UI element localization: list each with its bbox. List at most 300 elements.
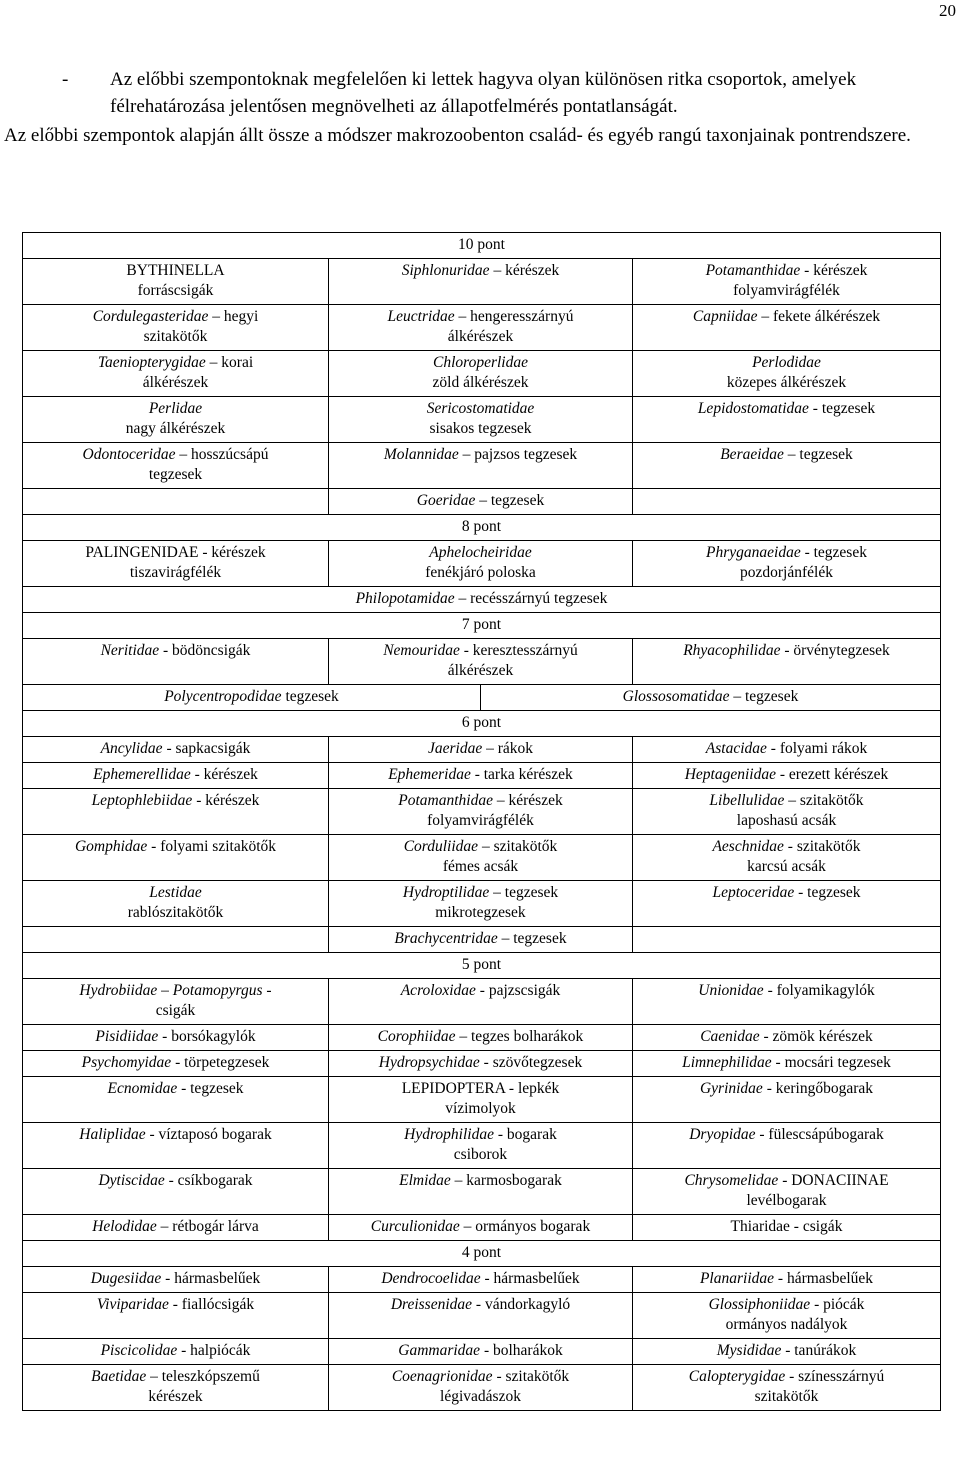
taxon-cell [329,1123,633,1169]
entry-line [332,837,629,857]
taxon-cell [633,1051,941,1077]
entry-line [26,791,325,811]
taxon-name: Aphelocheiridae [429,544,532,561]
taxon-row [23,1365,941,1411]
common-name: – karmosbogarak [450,1172,562,1189]
taxon-row [23,685,941,711]
common-name: - bogarak [494,1126,557,1143]
common-name: - fülescsápúbogarak [755,1126,884,1143]
entry-line [332,791,629,811]
taxon-cell [23,1293,329,1339]
taxon-name: Dugesiidae [90,1270,162,1287]
common-name-line2: laposhasú acsák [736,812,837,829]
taxon-name: Ancylidae [100,740,163,757]
entry-line [636,1269,937,1289]
taxon-cell [633,881,941,927]
score-header [23,233,941,259]
taxon-name: Jaeridae [427,740,483,757]
taxon-cell [633,835,941,881]
taxon-cell [329,1293,633,1339]
common-name-line2: közepes álkérészek [726,374,847,391]
entry-line [636,1295,937,1315]
taxon-name: Taeniopterygidae [97,354,206,371]
common-name: – szitakötők [478,838,558,855]
score-label: 6 pont [461,714,502,731]
common-name-line2: ormányos nadályok [725,1316,848,1333]
entry-line [26,1027,325,1047]
taxon-name: Lepidostomatidae [697,400,809,417]
score-header-7 [23,613,941,639]
taxon-cell [23,1169,329,1215]
taxon-row [23,541,941,587]
taxon-name: Caenidae [700,1028,760,1045]
common-name: - borsókagylók [158,1028,256,1045]
taxon-cell [633,1025,941,1051]
entry-line [26,353,325,373]
taxon-name: Hydroptilidae [402,884,490,901]
taxon-name: Siphlonuridae [401,262,490,279]
taxon-name: Ephemeridae [388,766,471,783]
common-name: - színesszárnyú [785,1368,885,1385]
score-header [23,613,941,639]
taxon-cell [23,1077,329,1123]
common-name: - hármasbelűek [774,1270,874,1287]
common-name: – tegzesek [729,688,799,705]
common-name: - fiallócsigák [168,1296,255,1313]
common-name: - kérészek [192,792,260,809]
taxon-cell [329,1051,633,1077]
taxon-row [23,927,941,953]
page-number: 20 [939,1,956,20]
entry-line [636,307,937,327]
entry-line [26,687,477,707]
common-name: - szitakötők [783,838,861,855]
taxon-name: Hydropsychidae [378,1054,480,1071]
common-name: - mocsári tegzesek [771,1054,891,1071]
taxon-name: Glossiphoniidae [708,1296,811,1313]
taxon-cell [23,587,941,613]
taxon-cell [23,1215,329,1241]
common-name: – teleszkópszemű [146,1368,260,1385]
taxon-cell [23,685,481,711]
taxon-cell [329,1077,633,1123]
score-header-5 [23,953,941,979]
entry-line [332,353,629,373]
taxon-cell [633,1293,941,1339]
taxon-row [23,305,941,351]
entry-name: PALINGENIDAE - kérészek [85,544,266,561]
taxon-row [23,1215,941,1241]
score-header-10 [23,233,941,259]
taxon-name: Curculionidae [370,1218,460,1235]
entry-line [332,1295,629,1315]
common-name-line2: csigák [155,1002,196,1019]
entry-line [636,837,937,857]
taxon-name: Astacidae [705,740,767,757]
entry-line [26,261,325,281]
taxon-row [23,763,941,789]
taxon-row [23,397,941,443]
taxon-name: Polycentropodidae [164,688,282,705]
common-name: - bolharákok [480,1342,563,1359]
taxon-name: Cordulegasteridae [92,308,209,325]
common-name: - tegzesek [177,1080,244,1097]
taxon-name: Chloroperlidae [432,354,528,371]
taxon-cell [329,1025,633,1051]
taxon-cell [23,397,329,443]
taxon-cell [23,979,329,1025]
taxon-cell [633,1123,941,1169]
taxon-name: Corduliidae [403,838,479,855]
entry-line [26,641,325,661]
entry-line [332,739,629,759]
taxon-name: Gyrinidae [699,1080,763,1097]
taxon-name: Lestidae [149,884,202,901]
entry-line [636,739,937,759]
taxon-cell [633,397,941,443]
common-name-line2: karcsú acsák [747,858,826,875]
common-name-line2: mikrotegzesek [435,904,526,921]
score-label: 7 pont [461,616,502,633]
common-name: - tarka kérészek [470,766,573,783]
taxon-cell [23,881,329,927]
score-header [23,1241,941,1267]
common-name: – kérészek [489,262,560,279]
common-name: – pajzsos tegzesek [458,446,578,463]
taxon-name: Odontoceridae [82,446,176,463]
common-name: - [262,982,272,999]
common-name: - keringőbogarak [762,1080,874,1097]
taxon-cell [329,305,633,351]
taxon-name: Limnephilidae [682,1054,772,1071]
common-name: – recésszárnyú tegzesek [454,590,608,607]
taxon-name: Leptoceridae [712,884,795,901]
entry-line [26,589,937,609]
taxon-cell [23,1339,329,1365]
entry-line [26,1295,325,1315]
taxon-name: Neritidae [100,642,160,659]
common-name-line2: forráscsigák [137,282,214,299]
common-name-line2: pozdorjánfélék [740,564,833,581]
taxon-cell [23,737,329,763]
common-name-line2: nagy álkérészek [125,420,226,437]
common-name: - bödöncsigák [159,642,251,659]
taxon-cell [329,259,633,305]
taxon-name: Rhyacophilidae [683,642,781,659]
taxon-cell [329,835,633,881]
empty-cell [633,489,941,515]
entry-line [636,399,937,419]
taxon-cell [23,763,329,789]
common-name: – hengeresszárnyú [454,308,574,325]
taxon-cell [329,789,633,835]
taxon-name: Potamanthidae [705,262,801,279]
entry-line [26,1341,325,1361]
taxon-cell [329,881,633,927]
bullet-text: Az előbbi szempontoknak megfelelően ki lettek hagyva olyan különösen ritka csoportok, amelyek félrehatározása jelentősen megnövelheti az állapotfelmérés pontatlanságát. [110,69,857,117]
common-name: - vándorkagyló [472,1296,571,1313]
taxon-name: Psychomyidae [81,1054,172,1071]
taxon-cell [329,1267,633,1293]
common-name: - DONACIINAE [778,1172,889,1189]
common-name: – hegyi [208,308,259,325]
taxon-cell [23,1267,329,1293]
score-header [23,711,941,737]
taxon-cell [329,737,633,763]
entry-line [636,543,937,563]
taxon-cell [633,1339,941,1365]
entry-line [636,765,937,785]
taxon-row [23,789,941,835]
entry-line [636,353,937,373]
taxon-name: Aeschnidae [712,838,784,855]
taxon-cell [633,351,941,397]
taxon-name: Elmidae [399,1172,451,1189]
common-name-line2: légivadászok [440,1388,521,1405]
entry-line [26,981,325,1001]
taxon-cell [329,351,633,397]
entry-line [484,687,937,707]
common-name: - keresztesszárnyú [459,642,578,659]
score-label: 8 pont [461,518,502,535]
taxon-name: Potamanthidae [398,792,493,809]
intro-paragraph: Az előbbi szempontok alapján állt össze a módszer makrozoobenton család- és egyéb rangú taxonjainak pontrendszere. [4,125,911,146]
taxon-cell [23,305,329,351]
taxon-name: Dytiscidae [98,1172,165,1189]
common-name: - piócák [810,1296,865,1313]
common-name: – tegzesek [475,492,545,509]
taxon-row [23,1169,941,1215]
taxon-cell [329,489,633,515]
common-name-line2: fémes acsák [442,858,519,875]
entry-line [636,1125,937,1145]
taxon-row [23,489,941,515]
common-name-line2: sisakos tegzesek [429,420,532,437]
taxon-name: Dryopidae [689,1126,756,1143]
taxon-cell [633,1169,941,1215]
taxon-cell [633,1215,941,1241]
entry-line [332,491,629,511]
taxa-score-table [22,232,941,1411]
score-header [23,515,941,541]
common-name: - folyami rákok [766,740,868,757]
common-name-line2: tiszavirágfélék [129,564,222,581]
taxon-name: Libellulidae [709,792,785,809]
taxon-cell [633,1365,941,1411]
entry-line [636,1217,937,1237]
score-header-6 [23,711,941,737]
common-name: - pajzscsigák [475,982,561,999]
taxon-name: Capniidae [692,308,758,325]
entry-line [636,1341,937,1361]
entry-line [26,399,325,419]
common-name-line2: rablószitakötők [127,904,224,921]
common-name: - csíkbogarak [164,1172,253,1189]
entry-line [332,929,629,949]
entry-line [26,1125,325,1145]
entry-line [332,641,629,661]
taxon-cell [23,1025,329,1051]
common-name-line2: szitakötők [754,1388,819,1405]
entry-line [26,1217,325,1237]
taxon-name: Philopotamidae [355,590,455,607]
entry-line [332,765,629,785]
entry-line [636,883,937,903]
taxon-row [23,1123,941,1169]
taxon-name: Baetidae [91,1368,147,1385]
common-name-line2: kérészek [148,1388,203,1405]
taxon-cell [633,1267,941,1293]
taxon-name: Dendrocoelidae [381,1270,481,1287]
taxon-row [23,1267,941,1293]
common-name: - víztaposó bogarak [145,1126,272,1143]
taxon-name: Unionidae [698,982,764,999]
entry-line [26,1053,325,1073]
taxon-row [23,587,941,613]
common-name-line2: levélbogarak [746,1192,827,1209]
taxon-cell [633,979,941,1025]
common-name: – ormányos bogarak [459,1218,591,1235]
score-header [23,953,941,979]
entry-line [332,543,629,563]
taxon-name: Dreissenidae [390,1296,473,1313]
entry-line [332,1367,629,1387]
entry-line [332,1269,629,1289]
taxon-cell [633,443,941,489]
taxon-cell [23,1365,329,1411]
taxon-name: Glossosomatidae [622,688,730,705]
taxon-name: Hydrobiidae – Potamopyrgus [79,982,263,999]
common-name-line2: álkérészek [447,328,514,345]
score-label: 10 pont [458,236,505,253]
taxon-name: Nemouridae [383,642,460,659]
taxon-row [23,1077,941,1123]
common-name: – tegzesek [783,446,853,463]
bullet-item [0,66,960,120]
entry-line [636,1027,937,1047]
common-name: tegzesek [281,688,339,705]
taxon-cell [329,541,633,587]
common-name: – tegzes bolharákok [455,1028,584,1045]
taxon-cell [633,737,941,763]
taxon-cell [633,789,941,835]
score-label: 5 pont [461,956,502,973]
common-name: – kérészek [493,792,563,809]
entry-line [332,445,629,465]
common-name: - tegzesek [794,884,861,901]
entry-line [636,641,937,661]
common-name: - halpiócák [177,1342,251,1359]
common-name: – tegzesek [497,930,567,947]
taxon-name: Ecnomidae [107,1080,178,1097]
common-name: - folyami szitakötők [147,838,277,855]
taxon-name: Leuctridae [387,308,455,325]
taxon-row [23,737,941,763]
taxon-name: Gammaridae [398,1342,481,1359]
taxon-name: Mysididae [716,1342,782,1359]
entry-line [332,261,629,281]
taxon-name: Piscicolidae [100,1342,178,1359]
common-name-line2: szitakötők [143,328,208,345]
common-name: - tegzesek [808,400,876,417]
taxon-name: Gomphidae [74,838,148,855]
taxon-name: Helodidae [92,1218,157,1235]
common-name: - tanúrákok [781,1342,857,1359]
entry-line [332,399,629,419]
taxon-cell [23,1051,329,1077]
entry-line [26,883,325,903]
common-name: - hármasbelűek [161,1270,261,1287]
entry-line [636,791,937,811]
entry-line [332,307,629,327]
common-name: - kérészek [190,766,258,783]
common-name-line2: csiborok [453,1146,508,1163]
taxon-cell [23,789,329,835]
common-name: – rétbogár lárva [156,1218,259,1235]
common-name: - törpetegzesek [171,1054,270,1071]
taxon-cell [329,1339,633,1365]
entry-line [332,981,629,1001]
taxon-cell [23,259,329,305]
entry-line [332,1053,629,1073]
entry-line [332,883,629,903]
taxon-cell [633,639,941,685]
taxon-name: Beraeidae [720,446,784,463]
taxon-name: Chrysomelidae [684,1172,779,1189]
taxon-cell [633,763,941,789]
taxon-cell [481,685,941,711]
taxon-name: Heptageniidae [684,766,776,783]
taxon-name: Perlidae [148,400,203,417]
common-name: - tegzesek [800,544,867,561]
taxon-cell [23,835,329,881]
common-name-line2: fenékjáró poloska [425,564,536,581]
common-name: - szövőtegzesek [479,1054,583,1071]
taxon-name: Viviparidae [96,1296,169,1313]
common-name-line2: tegzesek [148,466,203,483]
common-name: - zömök kérészek [759,1028,873,1045]
taxon-cell [23,443,329,489]
entry-line [26,307,325,327]
taxon-row [23,639,941,685]
taxon-name: Leptophlebiidae [91,792,193,809]
taxon-name: Acroloxidae [400,982,476,999]
entry-line [26,837,325,857]
taxon-row [23,1293,941,1339]
taxon-row [23,1339,941,1365]
entry-line [26,1079,325,1099]
taxon-name: Ephemerellidae [93,766,191,783]
taxon-name: Hydrophilidae [404,1126,494,1143]
entry-line [26,445,325,465]
taxon-name: Haliplidae [79,1126,146,1143]
entry-line [26,1269,325,1289]
entry-line [636,1367,937,1387]
entry-line [332,1079,629,1099]
common-name: - hármasbelűek [480,1270,580,1287]
common-name: - szitakötők [492,1368,570,1385]
entry-line [26,739,325,759]
entry-line [26,1171,325,1191]
taxon-cell [329,397,633,443]
entry-line [636,1079,937,1099]
common-name: – szitakötők [784,792,864,809]
taxon-row [23,443,941,489]
taxon-row [23,979,941,1025]
empty-cell [633,927,941,953]
taxon-cell [633,541,941,587]
entry-name: Thiaridae - csigák [730,1218,843,1235]
